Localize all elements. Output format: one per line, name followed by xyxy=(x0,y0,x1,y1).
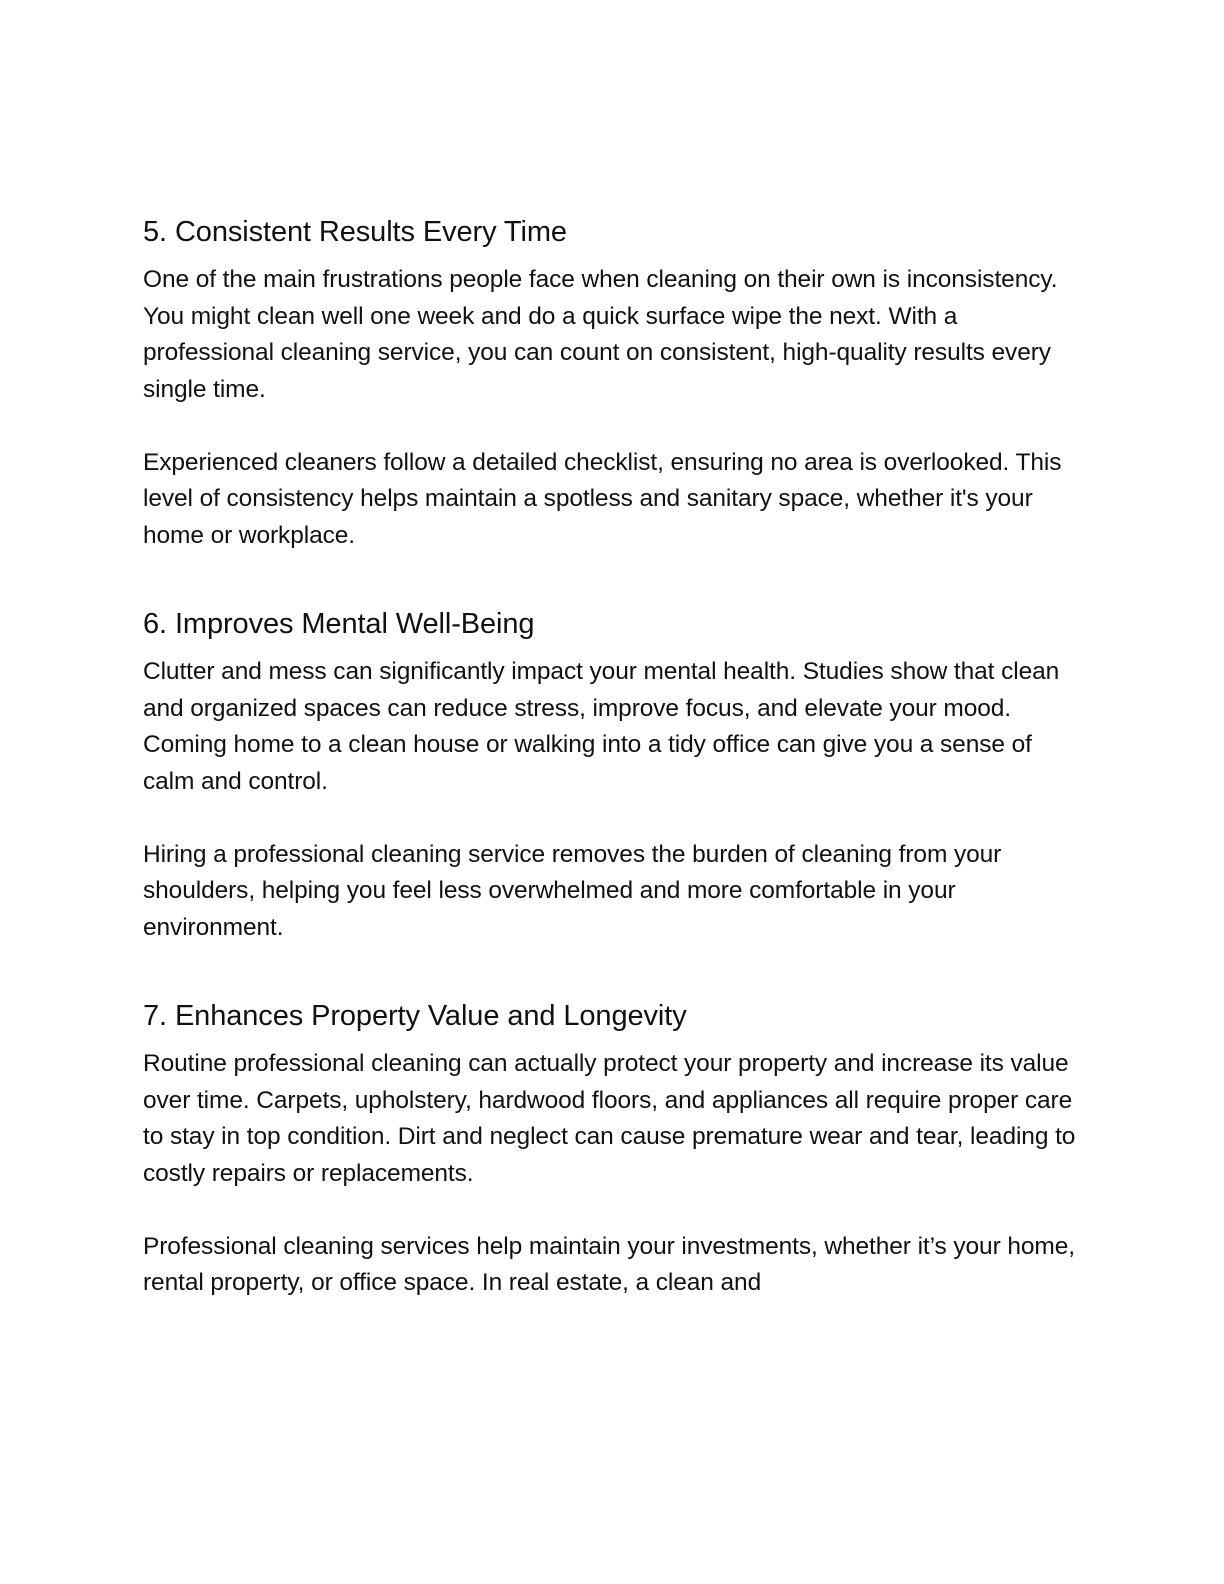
section-paragraph: Routine professional cleaning can actually protect your property and increase its value over time. Carpets, upholstery, hardwood floors, and appliances all require proper care to stay in top condition. Dirt and neglect can cause premature wear and tear, leading to costly repairs or replacements. xyxy=(143,1050,1076,1187)
section-paragraph: One of the main frustrations people face when cleaning on their own is inconsistency. You might clean well one week and do a quick surface wipe the next. With a professional cleaning service, you can count on consistent, high-quality results every single time. xyxy=(143,266,1058,403)
section-paragraph: Professional cleaning services help maintain your investments, whether it’s your home, rental property, or office space. In real estate, a clean and xyxy=(143,1232,1075,1296)
section-paragraph: Clutter and mess can significantly impact your mental health. Studies show that clean and organized spaces can reduce stress, improve focus, and elevate your mood. Coming home to a clean house or walking into a tidy office can give you a sense of calm and control. xyxy=(143,658,1060,795)
section-heading: 5. Consistent Results Every Time xyxy=(143,216,567,248)
section-heading: 6. Improves Mental Well-Being xyxy=(143,608,535,640)
section-heading: 7. Enhances Property Value and Longevity xyxy=(143,1000,687,1032)
document-page xyxy=(143,212,1083,1302)
section-property-value xyxy=(143,996,1083,1302)
section-consistent-results xyxy=(143,212,1083,554)
section-paragraph: Experienced cleaners follow a detailed checklist, ensuring no area is overlooked. This level of consistency helps maintain a spotless and sanitary space, whether it's your home or workplace. xyxy=(143,448,1062,549)
section-mental-well-being xyxy=(143,604,1083,946)
section-paragraph: Hiring a professional cleaning service removes the burden of cleaning from your shoulders, helping you feel less overwhelmed and more comfortable in your environment. xyxy=(143,840,1002,941)
